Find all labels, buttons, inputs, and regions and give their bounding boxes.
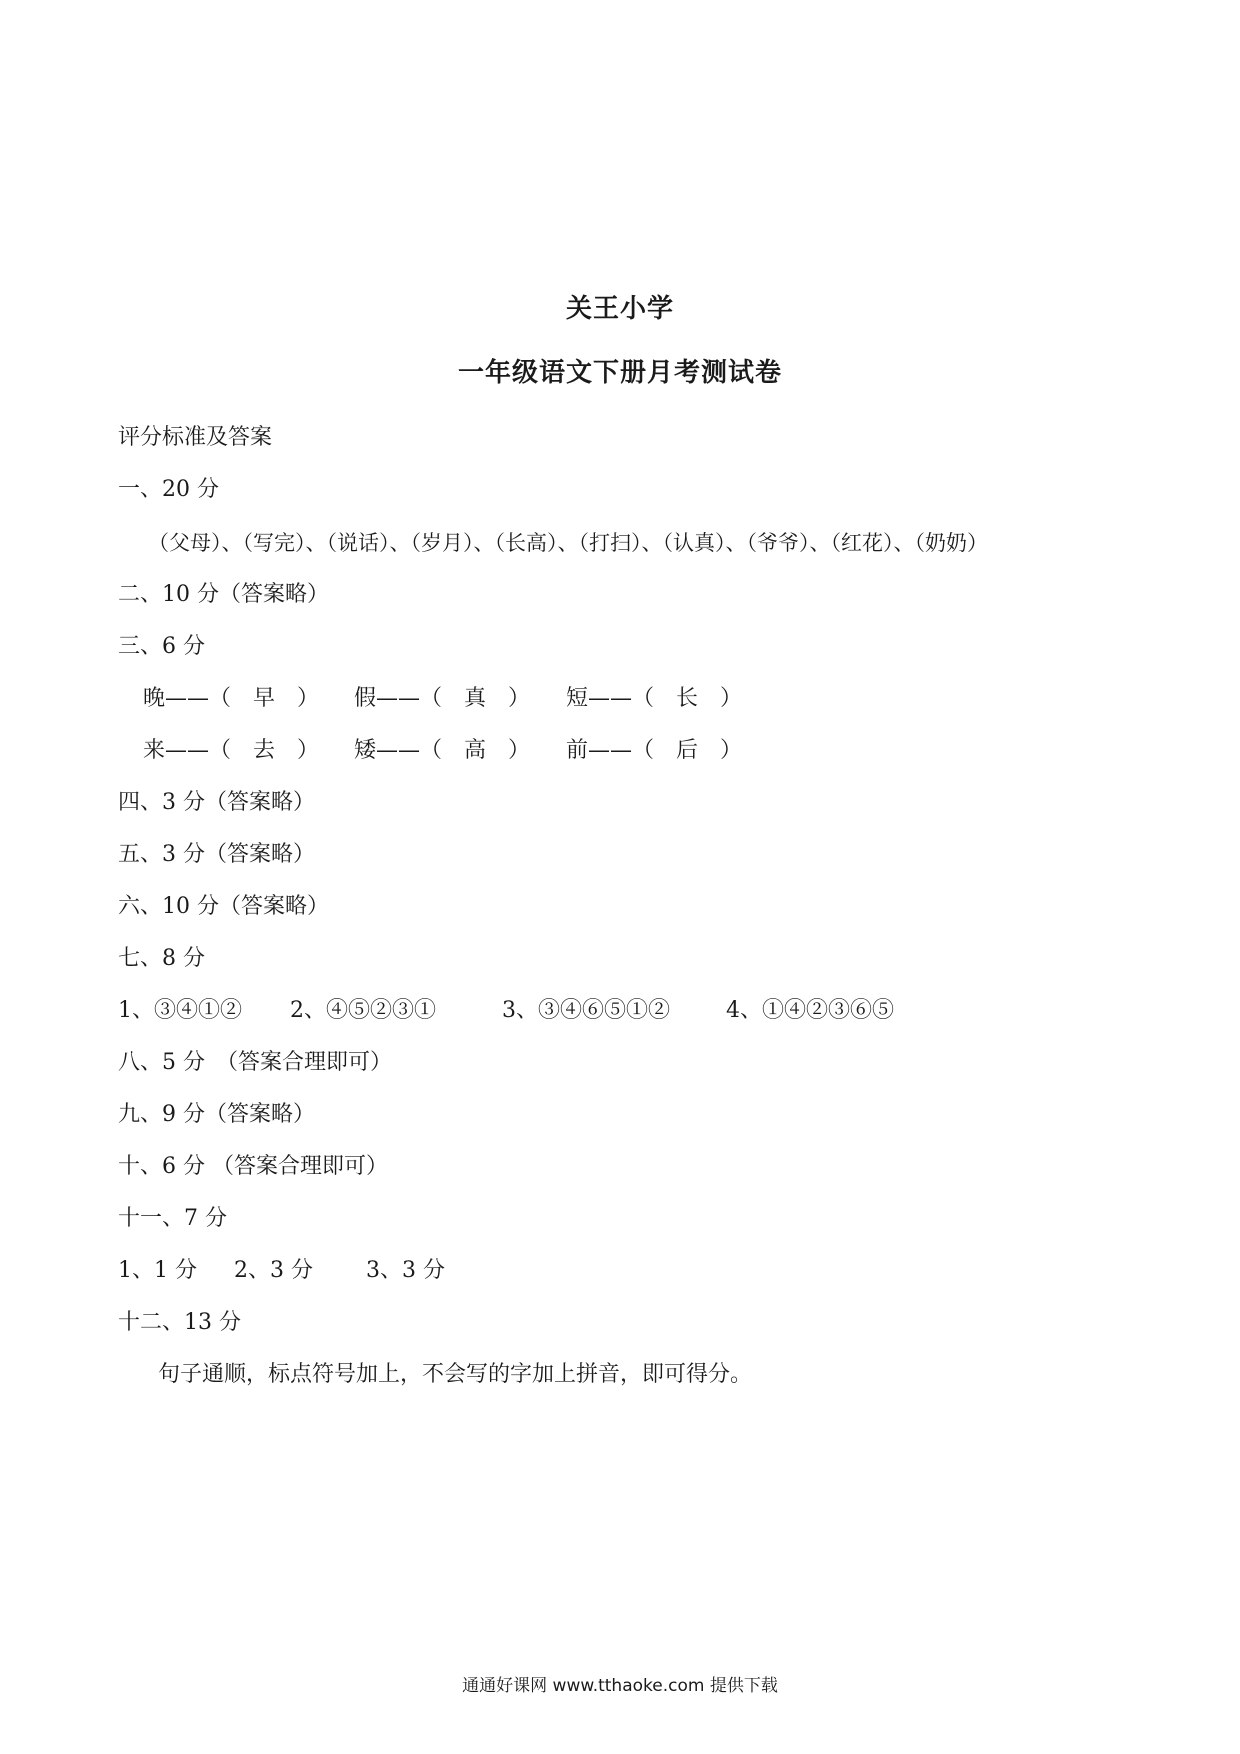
section-1-heading: 一、20 分 bbox=[118, 477, 219, 502]
school-name: 关王小学 bbox=[565, 294, 674, 324]
section-11-answer: 1、1 分 bbox=[118, 1258, 197, 1283]
section-10-heading: 十、6 分 （答案合理即可） bbox=[118, 1154, 388, 1179]
section-11-answer: 2、3 分 bbox=[234, 1258, 313, 1283]
section-12-note: 句子通顺，标点符号加上，不会写的字加上拼音，即可得分。 bbox=[158, 1362, 753, 1387]
page-footer[interactable]: 通通好课网 www.tthaoke.com 提供下载 bbox=[462, 1676, 778, 1696]
section-5-heading: 五、3 分（答案略） bbox=[118, 842, 315, 867]
section-7-answer: 1、③④①② bbox=[118, 998, 242, 1023]
section-12-heading: 十二、13 分 bbox=[118, 1310, 241, 1335]
section-7-answer: 4、①④②③⑥⑤ bbox=[726, 998, 894, 1023]
section-11-answer: 3、3 分 bbox=[366, 1258, 445, 1283]
section-11-heading: 十一、7 分 bbox=[118, 1206, 227, 1231]
antonym-pair: 假——（ 真 ） bbox=[354, 686, 531, 711]
exam-title: 一年级语文下册月考测试卷 bbox=[457, 358, 782, 388]
section-7-answer: 2、④⑤②③① bbox=[290, 998, 436, 1023]
section-3-heading: 三、6 分 bbox=[118, 634, 205, 659]
antonym-pair: 前——（ 后 ） bbox=[566, 738, 743, 763]
section-6-heading: 六、10 分（答案略） bbox=[118, 894, 329, 919]
antonym-pair: 晚——（ 早 ） bbox=[143, 686, 320, 711]
section-8-heading: 八、5 分 （答案合理即可） bbox=[118, 1050, 392, 1075]
section-7-heading: 七、8 分 bbox=[118, 946, 205, 971]
section-2-heading: 二、10 分（答案略） bbox=[118, 582, 329, 607]
section-4-heading: 四、3 分（答案略） bbox=[118, 790, 315, 815]
antonym-pair: 来——（ 去 ） bbox=[143, 738, 320, 763]
section-9-heading: 九、9 分（答案略） bbox=[118, 1102, 315, 1127]
antonym-pair: 矮——（ 高 ） bbox=[354, 738, 531, 763]
scoring-subtitle: 评分标准及答案 bbox=[118, 425, 273, 450]
section-1-answers: （父母）、（写完）、（说话）、（岁月）、（长高）、（打扫）、（认真）、（爷爷）、（红花）、（奶奶） bbox=[148, 531, 988, 555]
antonym-pair: 短——（ 长 ） bbox=[566, 686, 743, 711]
section-7-answer: 3、③④⑥⑤①② bbox=[502, 998, 670, 1023]
